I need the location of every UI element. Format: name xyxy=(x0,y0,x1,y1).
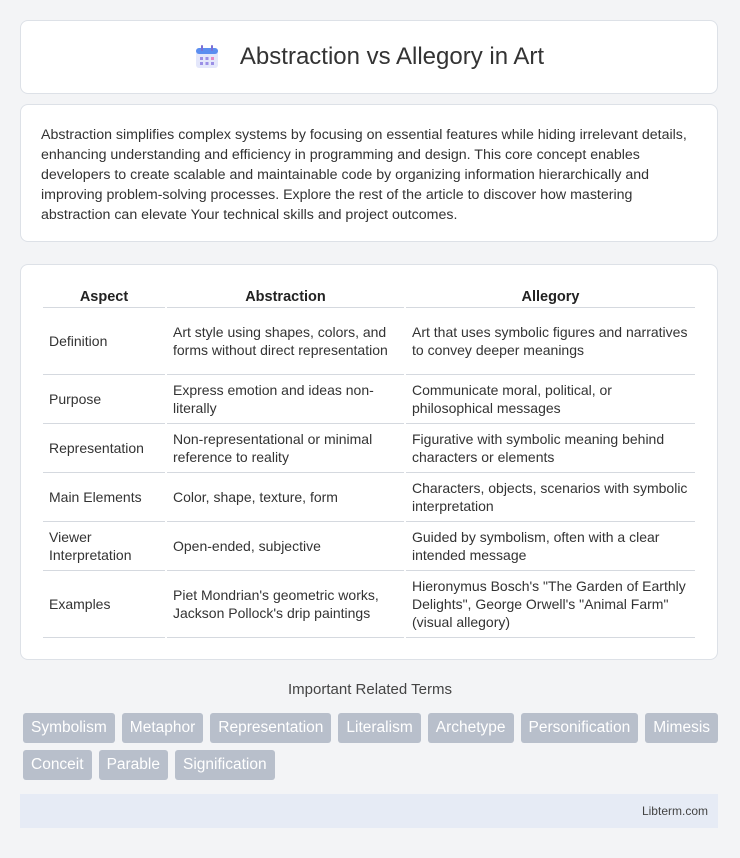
comparison-table-card xyxy=(20,264,718,660)
cell-abstraction: Piet Mondrian's geometric works, Jackson Pollock's drip paintings xyxy=(167,571,404,638)
cell-allegory: Art that uses symbolic figures and narratives to convey deeper meanings xyxy=(406,308,695,375)
table-row xyxy=(43,473,695,522)
cell-abstraction: Art style using shapes, colors, and forms without direct representation xyxy=(167,308,404,375)
table-row xyxy=(43,522,695,571)
cell-allegory: Figurative with symbolic meaning behind characters or elements xyxy=(406,424,695,473)
cell-aspect: Representation xyxy=(43,424,165,473)
tag-signification[interactable]: Signification xyxy=(175,750,275,780)
cell-aspect: Purpose xyxy=(43,375,165,424)
table-row xyxy=(43,375,695,424)
table-row xyxy=(43,308,695,375)
intro-card xyxy=(20,104,718,242)
tag-archetype[interactable]: Archetype xyxy=(428,713,514,743)
related-terms-tags xyxy=(23,713,723,780)
table-row xyxy=(43,571,695,638)
cell-abstraction: Color, shape, texture, form xyxy=(167,473,404,522)
cell-aspect: Main Elements xyxy=(43,473,165,522)
cell-allegory: Characters, objects, scenarios with symbolic interpretation xyxy=(406,473,695,522)
footer-site-link[interactable]: Libterm.com xyxy=(641,804,708,818)
cell-allegory: Communicate moral, political, or philosophical messages xyxy=(406,375,695,424)
calendar-icon xyxy=(194,44,220,70)
cell-allegory: Guided by symbolism, often with a clear intended message xyxy=(406,522,695,571)
tag-metaphor[interactable]: Metaphor xyxy=(122,713,203,743)
cell-abstraction: Open-ended, subjective xyxy=(167,522,404,571)
header-abstraction: Abstraction xyxy=(167,287,404,308)
cell-allegory: Hieronymus Bosch's "The Garden of Earthly Delights", George Orwell's "Animal Farm" (visual allegory) xyxy=(406,571,695,638)
page-title: Abstraction vs Allegory in Art xyxy=(239,43,545,70)
cell-abstraction: Express emotion and ideas non-literally xyxy=(167,375,404,424)
tag-conceit[interactable]: Conceit xyxy=(23,750,92,780)
title-card xyxy=(20,20,718,94)
tag-parable[interactable]: Parable xyxy=(99,750,168,780)
tag-literalism[interactable]: Literalism xyxy=(338,713,420,743)
intro-text: Abstraction simplifies complex systems by focusing on essential features while hiding irrelevant details, enhancing understanding and efficiency in programming and design. This core concept enables developers to create scalable and maintainable code by organizing information hierarchically and improving problem-solving processes. Explore the rest of the article to discover how mastering abstraction can elevate Your technical skills and project outcomes. xyxy=(41,127,687,223)
tag-personification[interactable]: Personification xyxy=(521,713,639,743)
cell-aspect: Viewer Interpretation xyxy=(43,522,165,571)
related-terms-title: Important Related Terms xyxy=(288,681,452,698)
header-aspect: Aspect xyxy=(43,287,165,308)
header-allegory: Allegory xyxy=(406,287,695,308)
cell-aspect: Examples xyxy=(43,571,165,638)
footer xyxy=(20,794,718,828)
table-header-row xyxy=(43,287,695,308)
tag-symbolism[interactable]: Symbolism xyxy=(23,713,115,743)
cell-abstraction: Non-representational or minimal reference to reality xyxy=(167,424,404,473)
cell-aspect: Definition xyxy=(43,308,165,375)
tag-mimesis[interactable]: Mimesis xyxy=(645,713,718,743)
tag-representation[interactable]: Representation xyxy=(210,713,331,743)
table-row xyxy=(43,424,695,473)
comparison-table xyxy=(41,287,697,638)
